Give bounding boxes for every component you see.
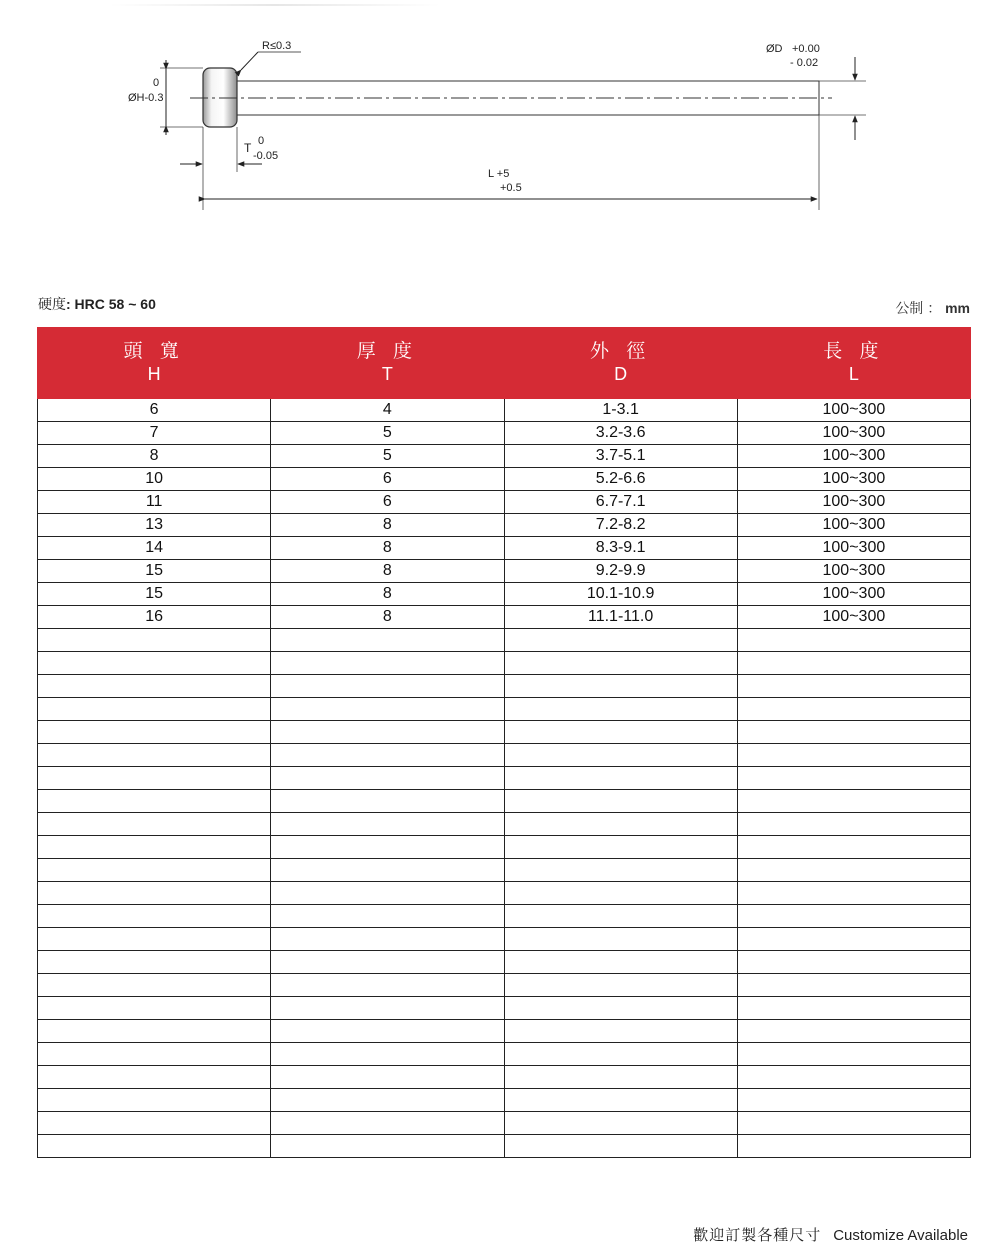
table-cell: 1-3.1: [504, 399, 737, 422]
table-row: [38, 813, 971, 836]
table-row: [38, 514, 971, 537]
table-cell: 10.1-10.9: [504, 583, 737, 606]
dimension-table: [37, 327, 971, 1158]
table-cell: [504, 675, 737, 698]
table-cell: [504, 974, 737, 997]
table-row: [38, 928, 971, 951]
unit-spec: [895, 298, 970, 318]
table-cell: [737, 698, 970, 721]
table-cell: [504, 767, 737, 790]
table-cell: [737, 1135, 970, 1158]
table-cell: [38, 836, 271, 859]
table-cell: [38, 859, 271, 882]
table-cell: [737, 1020, 970, 1043]
table-cell: 5: [271, 445, 504, 468]
table-cell: [504, 928, 737, 951]
table-cell: 15: [38, 560, 271, 583]
table-cell: 6.7-7.1: [504, 491, 737, 514]
table-cell: [38, 629, 271, 652]
table-row: [38, 1043, 971, 1066]
table-cell: 100~300: [737, 399, 970, 422]
table-cell: [38, 767, 271, 790]
table-cell: 100~300: [737, 537, 970, 560]
table-cell: [38, 905, 271, 928]
table-cell: [271, 1135, 504, 1158]
table-row: [38, 399, 971, 422]
table-cell: [504, 721, 737, 744]
table-row: [38, 445, 971, 468]
table-cell: [38, 928, 271, 951]
shaft-tolerance-upper: +0.00: [792, 43, 820, 55]
table-cell: [271, 629, 504, 652]
table-cell: [737, 675, 970, 698]
table-cell: [271, 1020, 504, 1043]
table-row: [38, 1135, 971, 1158]
table-row: [38, 859, 971, 882]
hardness-value: : HRC 58 ~ 60: [66, 296, 156, 312]
table-row: [38, 951, 971, 974]
table-cell: 100~300: [737, 583, 970, 606]
table-cell: 13: [38, 514, 271, 537]
hardness-prefix: 硬度: [38, 296, 66, 312]
table-cell: [38, 790, 271, 813]
table-cell: 8.3-9.1: [504, 537, 737, 560]
table-row: [38, 606, 971, 629]
table-cell: [504, 1066, 737, 1089]
thickness-tolerance-upper: 0: [258, 135, 265, 147]
table-cell: 100~300: [737, 606, 970, 629]
table-cell: [271, 675, 504, 698]
table-cell: [271, 790, 504, 813]
table-cell: [271, 836, 504, 859]
table-cell: [737, 767, 970, 790]
table-cell: [38, 652, 271, 675]
table-cell: [504, 859, 737, 882]
footer-note: [693, 1224, 968, 1245]
table-cell: [38, 1089, 271, 1112]
table-cell: 100~300: [737, 560, 970, 583]
table-cell: [504, 790, 737, 813]
shaft-tolerance-lower: - 0.02: [790, 57, 819, 69]
table-cell: 6: [271, 468, 504, 491]
table-row: [38, 836, 971, 859]
thickness-tolerance-lower: -0.05: [253, 150, 279, 162]
table-cell: 3.2-3.6: [504, 422, 737, 445]
table-cell: [38, 951, 271, 974]
head-tolerance-upper: 0: [153, 77, 160, 89]
table-cell: [504, 1089, 737, 1112]
table-cell: [38, 882, 271, 905]
table-cell: [38, 744, 271, 767]
table-row: [38, 583, 971, 606]
table-cell: [737, 1066, 970, 1089]
table-cell: 100~300: [737, 491, 970, 514]
table-cell: [271, 698, 504, 721]
unit-prefix: 公制 ：: [895, 300, 942, 316]
table-cell: [271, 744, 504, 767]
table-cell: 15: [38, 583, 271, 606]
table-cell: [737, 836, 970, 859]
table-row: [38, 698, 971, 721]
table-row: [38, 790, 971, 813]
table-cell: 7: [38, 422, 271, 445]
table-row: [38, 537, 971, 560]
table-cell: 100~300: [737, 422, 970, 445]
table-cell: [271, 1112, 504, 1135]
table-cell: [38, 1043, 271, 1066]
table-cell: [271, 859, 504, 882]
table-cell: 3.7-5.1: [504, 445, 737, 468]
table-cell: 11.1-11.0: [504, 606, 737, 629]
table-cell: [38, 813, 271, 836]
column-header-H: 頭 寬 H: [38, 328, 271, 399]
table-cell: 8: [271, 606, 504, 629]
table-row: [38, 882, 971, 905]
table-cell: [271, 1043, 504, 1066]
footer-zh: 歡迎訂製各種尺寸: [693, 1227, 822, 1244]
table-cell: [504, 1043, 737, 1066]
table-cell: [38, 1066, 271, 1089]
table-cell: [38, 1135, 271, 1158]
table-cell: 4: [271, 399, 504, 422]
table-cell: 8: [271, 583, 504, 606]
table-cell: [737, 997, 970, 1020]
table-cell: [737, 813, 970, 836]
table-cell: [504, 882, 737, 905]
column-header-T: 厚 度 T: [271, 328, 504, 399]
table-header-row: [38, 328, 971, 399]
table-row: [38, 629, 971, 652]
table-cell: [737, 859, 970, 882]
table-cell: [271, 652, 504, 675]
table-row: [38, 1112, 971, 1135]
table-cell: 7.2-8.2: [504, 514, 737, 537]
table-cell: 16: [38, 606, 271, 629]
table-cell: 6: [38, 399, 271, 422]
table-cell: 9.2-9.9: [504, 560, 737, 583]
table-row: [38, 652, 971, 675]
table-cell: [38, 698, 271, 721]
table-cell: [271, 1089, 504, 1112]
table-cell: [271, 1066, 504, 1089]
column-header-D: 外 徑 D: [504, 328, 737, 399]
length-tolerance-lower: +0.5: [500, 182, 522, 194]
table-cell: [737, 1112, 970, 1135]
table-cell: [271, 905, 504, 928]
table-cell: [271, 882, 504, 905]
table-cell: [737, 905, 970, 928]
table-cell: 100~300: [737, 514, 970, 537]
table-body: [38, 399, 971, 1158]
table-cell: [271, 928, 504, 951]
table-cell: [504, 744, 737, 767]
table-row: [38, 560, 971, 583]
table-row: [38, 744, 971, 767]
table-cell: [504, 698, 737, 721]
table-row: [38, 468, 971, 491]
table-cell: [271, 997, 504, 1020]
table-cell: [737, 629, 970, 652]
ejector-pin-drawing: [0, 0, 994, 250]
head-diameter-label: ØH-0.3: [128, 92, 164, 104]
table-cell: 14: [38, 537, 271, 560]
table-cell: [38, 721, 271, 744]
table-cell: 6: [271, 491, 504, 514]
table-cell: [737, 744, 970, 767]
table-cell: [38, 675, 271, 698]
table-cell: [737, 652, 970, 675]
table-cell: 11: [38, 491, 271, 514]
table-cell: [504, 652, 737, 675]
thickness-label: T: [244, 141, 252, 155]
table-cell: [504, 997, 737, 1020]
table-cell: [504, 1112, 737, 1135]
unit-value: mm: [945, 300, 970, 316]
table-cell: [504, 1020, 737, 1043]
table-row: [38, 1066, 971, 1089]
table-cell: 5.2-6.6: [504, 468, 737, 491]
table-row: [38, 422, 971, 445]
table-cell: [271, 974, 504, 997]
table-cell: [737, 1043, 970, 1066]
radius-label: R≤0.3: [262, 40, 292, 52]
table-cell: [504, 951, 737, 974]
table-cell: 8: [38, 445, 271, 468]
table-cell: [38, 1112, 271, 1135]
footer-en: Customize Available: [833, 1227, 968, 1244]
table-cell: [38, 997, 271, 1020]
table-cell: [504, 629, 737, 652]
column-header-L: 長 度 L: [737, 328, 970, 399]
table-cell: [737, 1089, 970, 1112]
table-cell: 8: [271, 514, 504, 537]
table-cell: [737, 928, 970, 951]
table-cell: [271, 767, 504, 790]
hardness-spec: [38, 294, 156, 314]
table-cell: [504, 836, 737, 859]
table-cell: [271, 721, 504, 744]
table-cell: 5: [271, 422, 504, 445]
table-cell: 100~300: [737, 468, 970, 491]
table-cell: [737, 721, 970, 744]
table-cell: 10: [38, 468, 271, 491]
table-cell: [504, 813, 737, 836]
table-cell: [737, 790, 970, 813]
table-cell: [271, 951, 504, 974]
table-cell: [504, 905, 737, 928]
table-row: [38, 675, 971, 698]
table-cell: 100~300: [737, 445, 970, 468]
shaft-diameter-label: ØD: [766, 43, 783, 55]
table-cell: [737, 974, 970, 997]
table-row: [38, 1089, 971, 1112]
table-row: [38, 905, 971, 928]
table-row: [38, 721, 971, 744]
table-cell: [38, 1020, 271, 1043]
table-row: [38, 1020, 971, 1043]
table-cell: [737, 951, 970, 974]
table-row: [38, 997, 971, 1020]
length-label: L +5: [488, 168, 510, 180]
table-row: [38, 974, 971, 997]
table-cell: 8: [271, 537, 504, 560]
table-row: [38, 767, 971, 790]
table-cell: [504, 1135, 737, 1158]
table-cell: [271, 813, 504, 836]
table-row: [38, 491, 971, 514]
table-cell: [38, 974, 271, 997]
table-cell: [737, 882, 970, 905]
table-cell: 8: [271, 560, 504, 583]
